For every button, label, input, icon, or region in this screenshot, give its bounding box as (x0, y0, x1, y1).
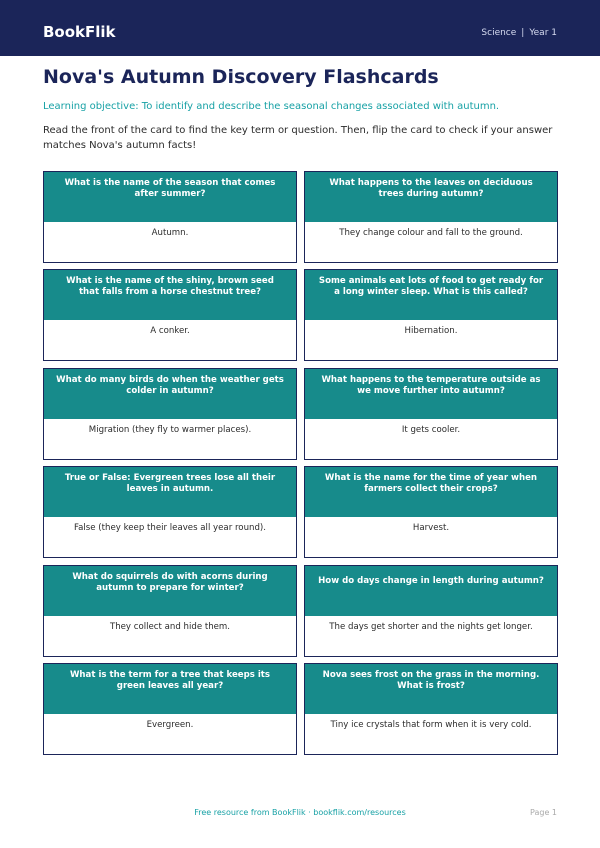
card-back: Tiny ice crystals that form when it is very cold. (330, 720, 532, 730)
card-back: Migration (they fly to warmer places). (88, 425, 252, 435)
card-back: False (they keep their leaves all year round). (74, 523, 266, 533)
year-label: Year 1 (529, 28, 557, 38)
card-back: They collect and hide them. (109, 622, 231, 632)
subject-label: Science (481, 28, 517, 38)
instructions: Read the front of the card to find the key term or question. Then, flip the card to check if your answer matches Nova's autumn facts! (43, 125, 553, 151)
card-front: How do days change in length during autumn? (305, 566, 557, 616)
card-back: Harvest. (412, 523, 450, 533)
flashcard[interactable] (43, 466, 297, 558)
flashcard[interactable] (304, 565, 558, 657)
page-title: Nova's Autumn Discovery Flashcards (43, 66, 439, 88)
flashcard[interactable] (304, 663, 558, 755)
header-bar (0, 0, 600, 56)
card-back: They change colour and fall to the ground. (339, 228, 523, 238)
flashcard[interactable] (304, 171, 558, 263)
card-back: The days get shorter and the nights get longer. (329, 622, 533, 632)
card-back: It gets cooler. (401, 425, 461, 435)
flashcard[interactable] (43, 368, 297, 460)
card-back: Evergreen. (146, 720, 194, 730)
header-meta (481, 27, 557, 39)
card-front: What is the name of the season that comes after summer? (44, 172, 296, 222)
flashcard[interactable] (43, 663, 297, 755)
flashcard[interactable] (304, 269, 558, 361)
card-front: What happens to the leaves on deciduous trees during autumn? (305, 172, 557, 222)
flashcard[interactable] (43, 565, 297, 657)
learning-objective: Learning objective: To identify and describe the seasonal changes associated with autumn. (43, 101, 500, 112)
card-front: True or False: Evergreen trees lose all their leaves in autumn. (44, 467, 296, 517)
card-front: What do many birds do when the weather gets colder in autumn? (44, 369, 296, 419)
card-front: What is the term for a tree that keeps its green leaves all year? (44, 664, 296, 714)
card-back: Hibernation. (404, 326, 458, 336)
flashcard[interactable] (43, 269, 297, 361)
card-front: Some animals eat lots of food to get ready for a long winter sleep. What is this called? (305, 270, 557, 320)
flashcard[interactable] (304, 466, 558, 558)
flashcard[interactable] (304, 368, 558, 460)
flashcard[interactable] (43, 171, 297, 263)
card-back: Autumn. (151, 228, 189, 238)
footer-link[interactable]: Free resource from BookFlik · bookflik.com/resources (194, 808, 406, 817)
page-number: Page 1 (530, 808, 557, 817)
meta-separator: | (521, 28, 525, 38)
card-front: What is the name for the time of year when farmers collect their crops? (305, 467, 557, 517)
card-front: Nova sees frost on the grass in the morning. What is frost? (305, 664, 557, 714)
card-front: What do squirrels do with acorns during autumn to prepare for winter? (44, 566, 296, 616)
card-front: What is the name of the shiny, brown seed that falls from a horse chestnut tree? (44, 270, 296, 320)
brand-logo[interactable]: BookFlik (43, 23, 116, 41)
card-back: A conker. (150, 326, 190, 336)
card-front: What happens to the temperature outside as we move further into autumn? (305, 369, 557, 419)
